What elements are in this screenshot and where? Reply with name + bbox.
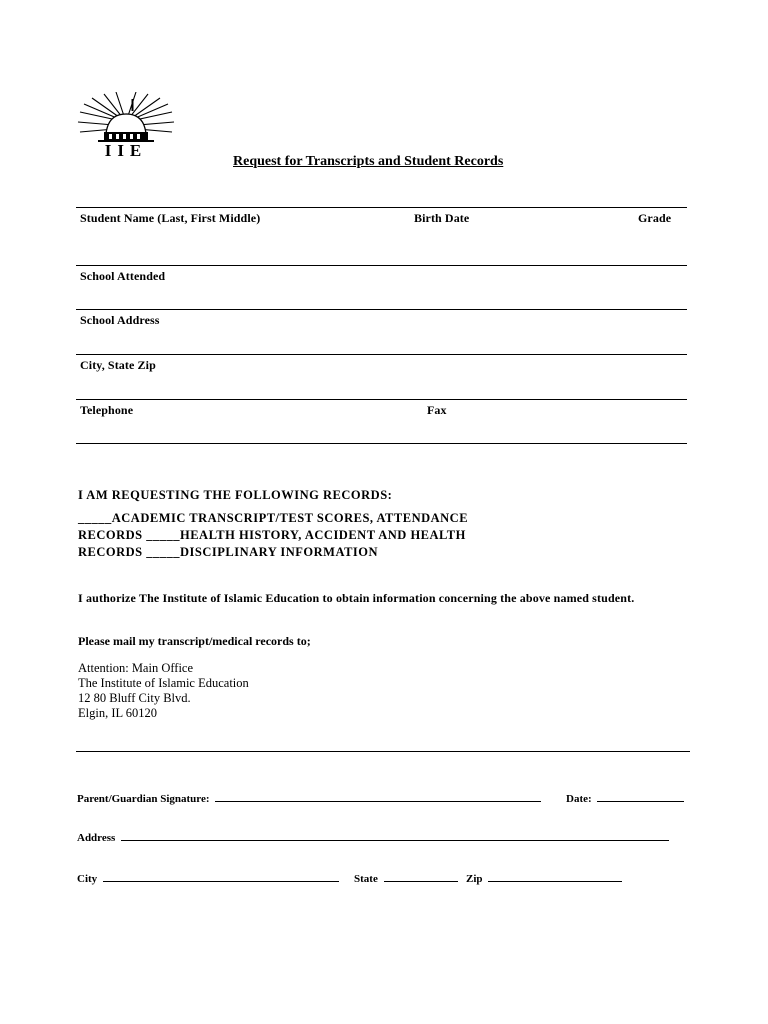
address-field[interactable]: [121, 830, 669, 841]
zip-field[interactable]: [488, 871, 622, 882]
request-option-disciplinary: RECORDS _____DISCIPLINARY INFORMATION: [78, 545, 379, 559]
request-option-health: RECORDS _____HEALTH HISTORY, ACCIDENT AND HEALTH: [78, 528, 466, 542]
address-city: Elgin, IL 60120: [78, 706, 158, 720]
student-name-label: Student Name (Last, First Middle): [80, 211, 261, 225]
date-field[interactable]: [597, 791, 684, 802]
form-title: Request for Transcripts and Student Records: [233, 154, 504, 169]
mail-instruction: Please mail my transcript/medical records to;: [78, 634, 311, 648]
divider: [76, 354, 687, 355]
grade-label: Grade: [638, 211, 672, 225]
city-field[interactable]: [103, 871, 339, 882]
divider: [76, 265, 687, 266]
institute-logo: [76, 92, 176, 158]
divider: [76, 443, 687, 444]
address-row: [77, 830, 669, 844]
state-label: State: [354, 873, 378, 885]
parent-signature-field[interactable]: [215, 791, 541, 802]
telephone-label: Telephone: [80, 403, 134, 417]
mosque-sunburst-icon: [76, 92, 176, 158]
state-field[interactable]: [384, 871, 458, 882]
school-attended-label: School Attended: [80, 269, 166, 283]
divider: [76, 207, 687, 208]
address-attention: Attention: Main Office: [78, 661, 194, 675]
request-heading: I AM REQUESTING THE FOLLOWING RECORDS:: [78, 488, 393, 502]
parent-signature-label: Parent/Guardian Signature:: [77, 793, 210, 805]
svg-text:IIE: IIE: [104, 141, 148, 158]
fax-label: Fax: [427, 403, 447, 417]
divider: [76, 751, 690, 752]
address-organization: The Institute of Islamic Education: [78, 676, 249, 690]
date-label: Date:: [566, 793, 592, 805]
city-label: City: [77, 873, 98, 885]
city-row: [77, 871, 339, 885]
divider: [76, 399, 687, 400]
birth-date-label: Birth Date: [414, 211, 470, 225]
state-row: [354, 871, 458, 885]
zip-label: Zip: [466, 873, 483, 885]
school-address-label: School Address: [80, 313, 160, 327]
parent-signature-row: [77, 791, 541, 805]
zip-row: [466, 871, 622, 885]
request-option-academic: _____ACADEMIC TRANSCRIPT/TEST SCORES, ATTENDANCE: [78, 511, 469, 525]
address-label: Address: [77, 832, 116, 844]
address-street: 12 80 Bluff City Blvd.: [78, 691, 191, 705]
city-state-zip-label: City, State Zip: [80, 358, 156, 372]
authorization-statement: I authorize The Institute of Islamic Education to obtain information concerning the above named student.: [78, 591, 635, 605]
divider: [76, 309, 687, 310]
date-row: [566, 791, 684, 805]
